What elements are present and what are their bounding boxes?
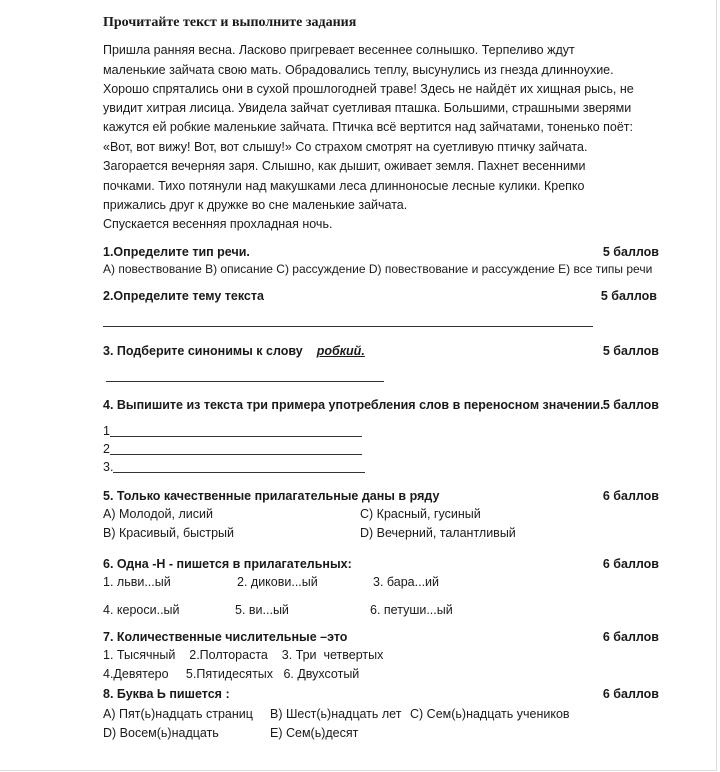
option: В) Шест(ь)надцать лет — [270, 707, 402, 721]
item: 5. ви...ый — [235, 603, 289, 617]
passage-line: почками. Тихо потянули над макушками леса длинноносые лесные кулики. Крепко — [103, 179, 585, 193]
q1-options: А) повествование В) описание С) рассуждение D) повествование и рассуждение Е) все типы речи — [103, 262, 653, 276]
question-8: 8. Буква Ь пишется : — [103, 687, 230, 701]
points: 6 баллов — [602, 557, 659, 571]
points: 5 баллов — [602, 398, 659, 412]
option: В) Красивый, быстрый — [103, 526, 234, 540]
points: 6 баллов — [602, 687, 659, 701]
q3-text: 3. Подберите синонимы к слову — [103, 344, 303, 358]
passage-line: прижались друг к дружке во сне маленькие зайчата. — [103, 198, 408, 212]
question-1: 1.Определите тип речи. — [103, 245, 250, 259]
option: А) Пят(ь)надцать страниц — [103, 707, 253, 721]
passage-line: маленькие зайчата свою мать. Обрадовались теплу, высунулись из гнезда длинноухие. — [103, 63, 614, 77]
passage-line: Хорошо спрятались они в сухой прошлогодней траве! Здесь не найдёт их хищная рысь, не — [103, 82, 634, 96]
item: 4. кероси..ый — [103, 603, 180, 617]
item: 6. петуши...ый — [370, 603, 453, 617]
passage-line: кажутся ей робкие маленькие зайчата. Птичка всё вертится над зайчатами, тоненько поёт: — [103, 120, 633, 134]
question-7: 7. Количественные числительные –это — [103, 630, 348, 644]
item: 3. бара...ий — [373, 575, 440, 589]
passage-line: «Вот, вот вижу! Вот, вот слышу!» Со страхом смотрят на суетливую птичку зайчата. — [103, 140, 588, 154]
points: 5 баллов — [602, 344, 659, 358]
blank-label: 2 — [103, 442, 110, 456]
points: 5 баллов — [602, 245, 659, 259]
question-4: 4. Выпишите из текста три примера употребления слов в переносном значении. — [103, 398, 604, 412]
passage-line: Спускается весенняя прохладная ночь. — [103, 217, 333, 231]
option: С) Сем(ь)надцать учеников — [410, 707, 570, 721]
option: А) Молодой, лисий — [103, 507, 213, 521]
item-row: 4.Девятеро 5.Пятидесятых 6. Двухсотый — [103, 667, 360, 681]
passage-line: увидит хитрая лисица. Увидела зайчат суетливая пташка. Большими, страшными зверями — [103, 101, 632, 115]
points: 6 баллов — [602, 630, 659, 644]
passage-line: Пришла ранняя весна. Ласково пригревает весеннее солнышко. Терпеливо ждут — [103, 43, 575, 57]
item: 2. дикови...ый — [237, 575, 318, 589]
document-title: Прочитайте текст и выполните задания — [103, 15, 357, 30]
item-row: 1. Тысячный 2.Полтораста 3. Три четвертых — [103, 648, 384, 662]
answer-line[interactable] — [113, 472, 365, 473]
blank-label: 1 — [103, 424, 110, 438]
option: D) Восем(ь)надцать — [103, 726, 219, 740]
answer-line[interactable] — [106, 381, 384, 382]
option: D) Вечерний, талантливый — [360, 526, 516, 540]
question-2: 2.Определите тему текста — [103, 289, 264, 303]
question-6: 6. Одна -Н - пишется в прилагательных: — [103, 557, 352, 571]
item: 1. льви...ый — [103, 575, 171, 589]
passage-line: Загорается вечерняя заря. Слышно, как дышит, оживает земля. Пахнет весенними — [103, 159, 586, 173]
answer-line[interactable] — [103, 326, 593, 327]
option: Е) Сем(ь)десят — [270, 726, 359, 740]
points: 6 баллов — [602, 489, 659, 503]
blank-label: 3. — [103, 460, 114, 474]
option: С) Красный, гусиный — [360, 507, 481, 521]
answer-line[interactable] — [110, 454, 362, 455]
answer-line[interactable] — [110, 436, 362, 437]
question-3 — [103, 343, 365, 359]
q3-word: робкий. — [316, 344, 365, 358]
question-5: 5. Только качественные прилагательные даны в ряду — [103, 489, 440, 503]
points: 5 баллов — [600, 289, 657, 303]
